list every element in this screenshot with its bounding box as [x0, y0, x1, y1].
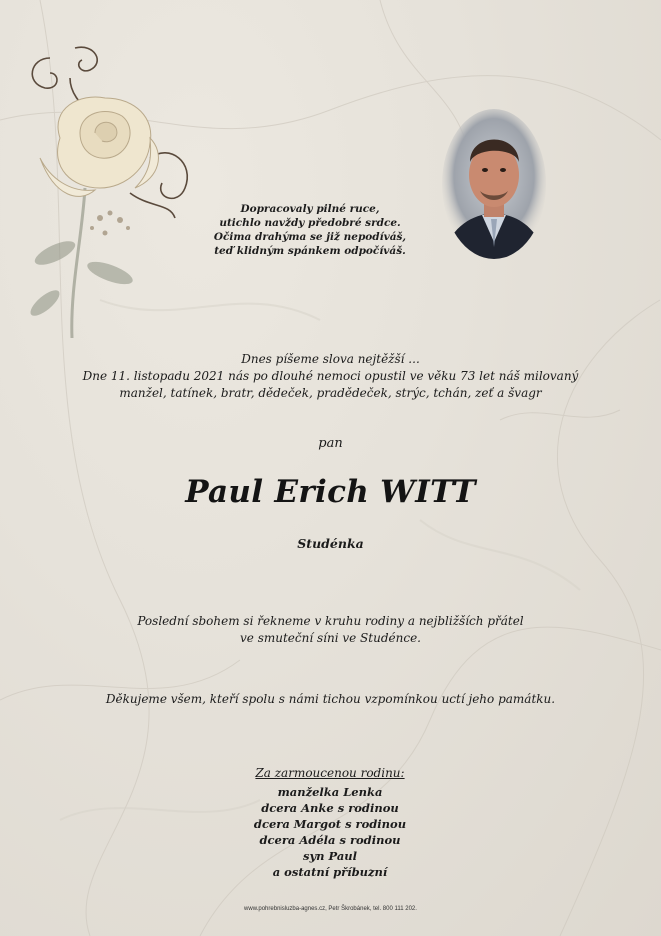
mourner: syn Paul	[302, 849, 358, 863]
deceased-name: Paul Erich WITT	[185, 474, 476, 510]
mourner: dcera Adéla s rodinou	[259, 833, 401, 847]
poem-line: teď klidným spánkem odpočíváš.	[214, 245, 406, 257]
poem-line: Dopracovaly pilné ruce,	[240, 203, 380, 215]
intro-line: Dne 11. listopadu 2021 nás po dlouhé nemoci opustil ve věku 73 let náš milovaný	[82, 369, 579, 383]
mourner: a ostatní příbuzní	[272, 865, 388, 879]
poem-line: utichlo navždy předobré srdce.	[219, 217, 401, 229]
mourner: manželka Lenka	[277, 785, 383, 799]
mourners-list	[180, 765, 480, 880]
farewell-line: ve smuteční síni ve Studénce.	[240, 631, 421, 645]
portrait-photo	[440, 107, 548, 262]
farewell-line: Poslední sbohem si řekneme v kruhu rodiny a nejbližších přátel	[137, 614, 524, 628]
rose-icon	[10, 38, 210, 338]
residence: Studénka	[297, 536, 364, 551]
farewell-text	[40, 613, 621, 647]
intro-line: manžel, tatínek, bratr, dědeček, pradědeček, strýc, tchán, zeť a švagr	[119, 386, 542, 400]
poem-line: Očima drahýma se již nepodíváš,	[213, 231, 407, 243]
funeral-service-footer: www.pohrebnisluzba-agnes.cz, Petr Škrobánek, tel. 800 111 202.	[244, 906, 417, 912]
mourners-heading: Za zarmoucenou rodinu:	[255, 766, 405, 780]
title-word: pan	[318, 436, 343, 451]
thanks-text: Děkujeme všem, kteří spolu s námi tichou vzpomínkou uctí jeho památku.	[105, 692, 556, 706]
announcement-text	[40, 351, 621, 402]
poem	[190, 202, 430, 258]
mourner: dcera Anke s rodinou	[261, 801, 399, 815]
intro-line: Dnes píšeme slova nejtěžší ...	[241, 352, 420, 366]
mourner: dcera Margot s rodinou	[253, 817, 407, 831]
